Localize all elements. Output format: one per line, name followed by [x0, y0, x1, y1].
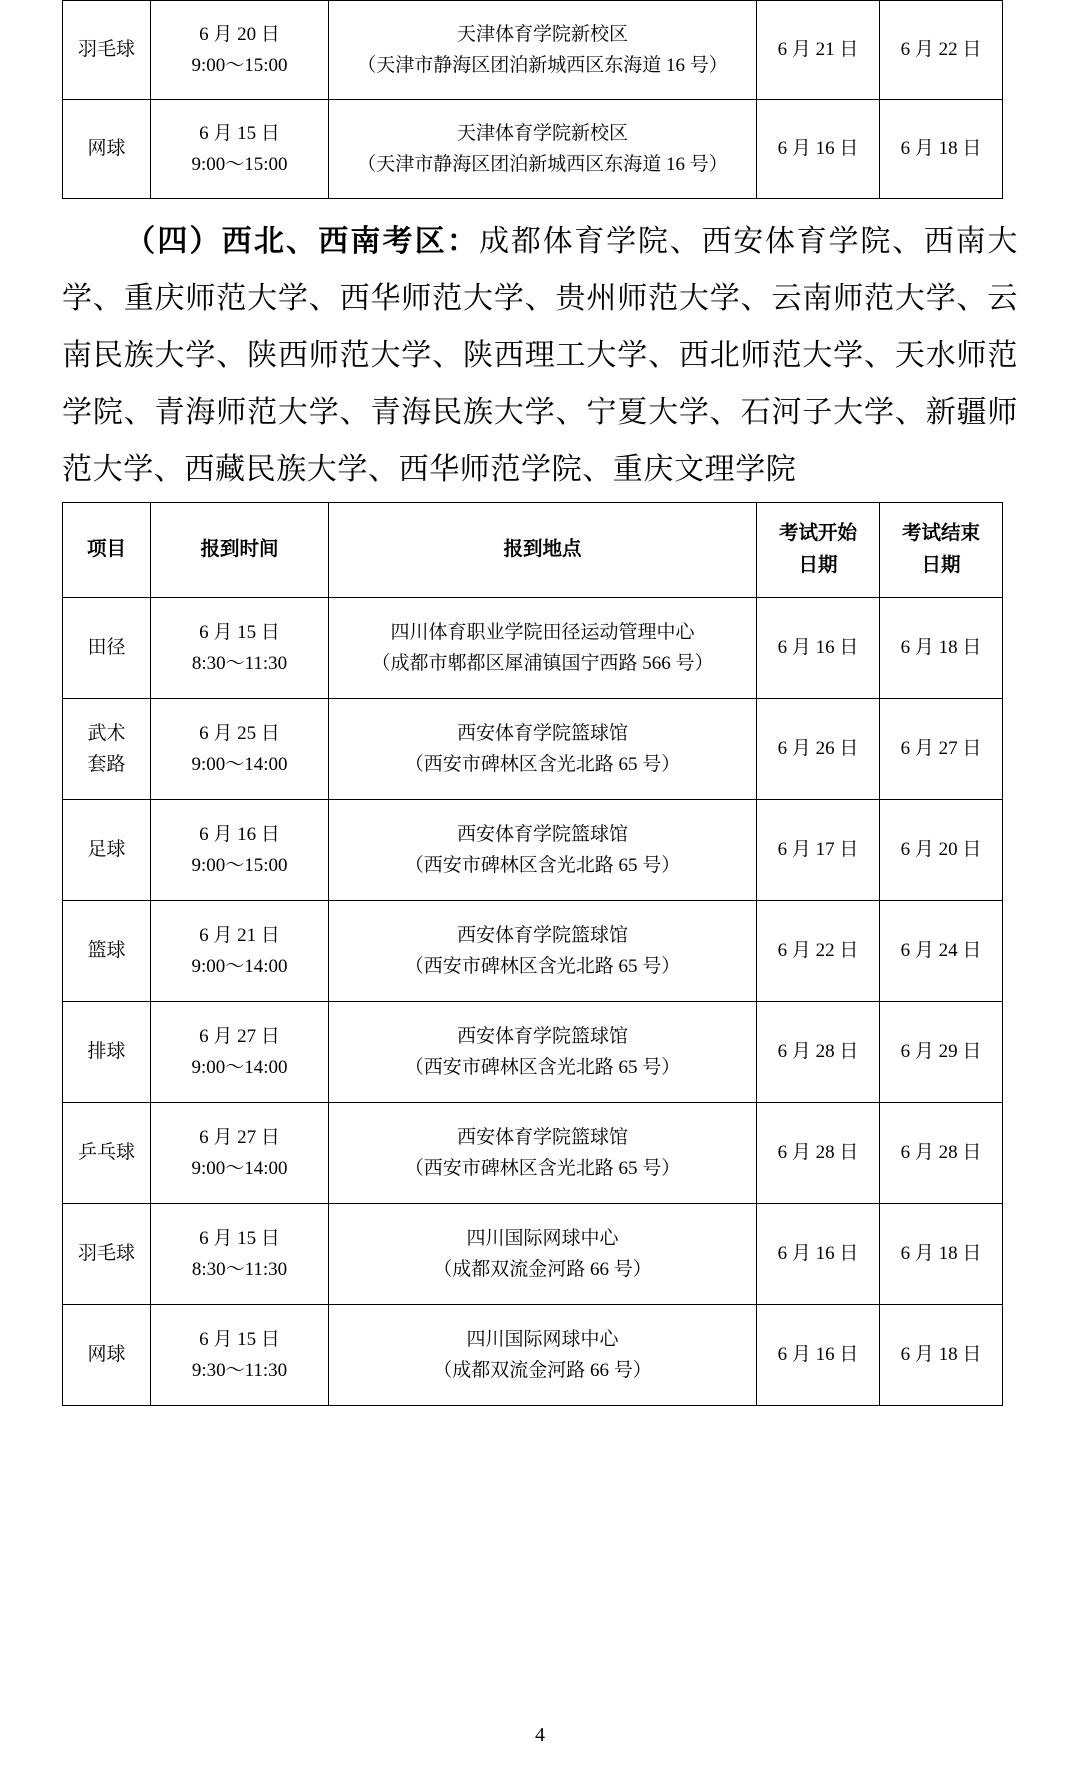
time-line-2: 8:30～11:30: [191, 1258, 288, 1280]
item-line-1: 羽毛球: [77, 1242, 135, 1264]
place-line-2: （西安市碑林区含光北路 65 号）: [404, 955, 681, 977]
header-item: 项目: [63, 503, 151, 598]
cell-report-time: [151, 800, 329, 901]
cell-end-date: 6 月 20 日: [880, 800, 1003, 901]
header-start-date-line-2: 日期: [798, 554, 838, 576]
cell-report-time: [151, 598, 329, 699]
page-number: 4: [535, 1724, 545, 1746]
cell-report-place: [329, 100, 757, 199]
time-line-1: 6 月 16 日: [199, 824, 280, 846]
header-end-date-line-1: 考试结束: [901, 523, 980, 545]
cell-start-date: 6 月 16 日: [757, 1305, 880, 1406]
time-line-2: 9:30～11:30: [191, 1359, 288, 1381]
section-body: 成都体育学院、西安体育学院、西南大学、重庆师范大学、西华师范大学、贵州师范大学、云南师范大学、云南民族大学、陕西师范大学、陕西理工大学、西北师范大学、天水师范学院、青海师范大学、青海民族大学、宁夏大学、石河子大学、新疆师范大学、西藏民族大学、西华师范学院、重庆文理学院: [62, 225, 1019, 486]
cell-report-time: [151, 1305, 329, 1406]
cell-report-time: [151, 100, 329, 199]
cell-start-date: 6 月 21 日: [757, 1, 880, 100]
header-report-time: 报到时间: [151, 503, 329, 598]
header-start-date-line-1: 考试开始: [778, 523, 857, 545]
table-body: [63, 598, 1003, 1406]
cell-end-date: 6 月 29 日: [880, 1002, 1003, 1103]
cell-report-place: [329, 1103, 757, 1204]
cell-report-place: [329, 800, 757, 901]
item-line-1: 网球: [87, 1343, 126, 1365]
cell-end-date: 6 月 27 日: [880, 699, 1003, 800]
time-line-2: 8:30～11:30: [191, 652, 288, 674]
place-line-1: 西安体育学院篮球馆: [456, 824, 628, 846]
header-end-date-line-2: 日期: [921, 554, 961, 576]
cell-item: 羽毛球: [63, 1, 151, 100]
section-paragraph: [62, 213, 1018, 498]
place-line-1: 四川国际网球中心: [466, 1228, 619, 1250]
cell-item: [63, 1305, 151, 1406]
northwest-southwest-schedule-table: [62, 502, 1003, 1406]
cell-item: [63, 1204, 151, 1305]
time-line-2: 9:00～14:00: [191, 753, 288, 775]
item-line-2: 套路: [87, 753, 126, 775]
cell-report-place: [329, 1204, 757, 1305]
place-line-2: （成都双流金河路 66 号）: [433, 1359, 652, 1381]
table-row: [63, 901, 1003, 1002]
cell-start-date: 6 月 17 日: [757, 800, 880, 901]
cell-end-date: 6 月 18 日: [880, 1305, 1003, 1406]
table-row: [63, 1, 1003, 100]
table-row: [63, 1305, 1003, 1406]
place-line-1: 四川国际网球中心: [466, 1329, 619, 1351]
table-row: [63, 1103, 1003, 1204]
cell-report-time: [151, 1, 329, 100]
place-line-1: 西安体育学院篮球馆: [456, 1127, 628, 1149]
place-line-2: （西安市碑林区含光北路 65 号）: [404, 1157, 681, 1179]
time-line-1: 6 月 15 日: [199, 622, 280, 644]
cell-report-place: [329, 699, 757, 800]
cell-end-date: 6 月 22 日: [880, 1, 1003, 100]
cell-report-time: [151, 901, 329, 1002]
item-line-1: 足球: [87, 838, 126, 860]
time-line-1: 6 月 20 日: [199, 24, 280, 46]
table-row: [63, 699, 1003, 800]
time-line-2: 9:00～15:00: [191, 153, 288, 175]
cell-start-date: 6 月 26 日: [757, 699, 880, 800]
header-end-date: [880, 503, 1003, 598]
cell-end-date: 6 月 18 日: [880, 598, 1003, 699]
header-row: [63, 503, 1003, 598]
cell-item: [63, 699, 151, 800]
cell-report-time: [151, 1204, 329, 1305]
place-line-2: （天津市静海区团泊新城西区东海道 16 号）: [357, 54, 728, 76]
table-row: [63, 598, 1003, 699]
place-line-2: （西安市碑林区含光北路 65 号）: [404, 753, 681, 775]
cell-report-place: [329, 1002, 757, 1103]
place-line-2: （西安市碑林区含光北路 65 号）: [404, 1056, 681, 1078]
time-line-1: 6 月 27 日: [199, 1026, 280, 1048]
table-row: [63, 100, 1003, 199]
cell-item: [63, 901, 151, 1002]
cell-item: [63, 598, 151, 699]
header-start-date: [757, 503, 880, 598]
cell-report-time: [151, 1002, 329, 1103]
cell-end-date: 6 月 24 日: [880, 901, 1003, 1002]
cell-start-date: 6 月 28 日: [757, 1103, 880, 1204]
item-line-1: 排球: [87, 1040, 126, 1062]
time-line-1: 6 月 21 日: [199, 925, 280, 947]
place-line-1: 天津体育学院新校区: [456, 123, 628, 145]
section-heading: （四）西北、西南考区：: [124, 225, 480, 258]
place-line-1: 四川体育职业学院田径运动管理中心: [390, 622, 695, 644]
cell-item: [63, 800, 151, 901]
time-line-1: 6 月 15 日: [199, 1228, 280, 1250]
time-line-2: 9:00～15:00: [191, 854, 288, 876]
time-line-2: 9:00～14:00: [191, 1056, 288, 1078]
time-line-1: 6 月 27 日: [199, 1127, 280, 1149]
item-line-1: 武术: [87, 723, 126, 745]
header-report-place: 报到地点: [329, 503, 757, 598]
table-row: [63, 1204, 1003, 1305]
cell-item: [63, 1002, 151, 1103]
item-line-1: 乒乓球: [77, 1141, 135, 1163]
place-line-1: 天津体育学院新校区: [456, 24, 628, 46]
item-line-1: 田径: [87, 636, 126, 658]
time-line-1: 6 月 15 日: [199, 123, 280, 145]
continued-table-body: [63, 1, 1003, 199]
place-line-1: 西安体育学院篮球馆: [456, 1026, 628, 1048]
time-line-2: 9:00～14:00: [191, 955, 288, 977]
cell-report-place: [329, 1, 757, 100]
place-line-1: 西安体育学院篮球馆: [456, 925, 628, 947]
cell-item: 网球: [63, 100, 151, 199]
cell-start-date: 6 月 16 日: [757, 100, 880, 199]
cell-item: [63, 1103, 151, 1204]
table-row: [63, 800, 1003, 901]
time-line-2: 9:00～15:00: [191, 54, 288, 76]
cell-report-time: [151, 1103, 329, 1204]
cell-report-time: [151, 699, 329, 800]
place-line-1: 西安体育学院篮球馆: [456, 723, 628, 745]
place-line-2: （成都双流金河路 66 号）: [433, 1258, 652, 1280]
cell-start-date: 6 月 16 日: [757, 1204, 880, 1305]
time-line-2: 9:00～14:00: [191, 1157, 288, 1179]
table-header: [63, 503, 1003, 598]
cell-start-date: 6 月 22 日: [757, 901, 880, 1002]
cell-start-date: 6 月 28 日: [757, 1002, 880, 1103]
cell-end-date: 6 月 18 日: [880, 1204, 1003, 1305]
place-line-2: （成都市郫都区犀浦镇国宁西路 566 号）: [371, 652, 714, 674]
cell-report-place: [329, 901, 757, 1002]
place-line-2: （天津市静海区团泊新城西区东海道 16 号）: [357, 153, 728, 175]
cell-end-date: 6 月 28 日: [880, 1103, 1003, 1204]
cell-report-place: [329, 598, 757, 699]
place-line-2: （西安市碑林区含光北路 65 号）: [404, 854, 681, 876]
cell-report-place: [329, 1305, 757, 1406]
time-line-1: 6 月 25 日: [199, 723, 280, 745]
table-row: [63, 1002, 1003, 1103]
time-line-1: 6 月 15 日: [199, 1329, 280, 1351]
cell-start-date: 6 月 16 日: [757, 598, 880, 699]
item-line-1: 篮球: [87, 939, 126, 961]
cell-end-date: 6 月 18 日: [880, 100, 1003, 199]
continued-schedule-table: [62, 0, 1003, 199]
